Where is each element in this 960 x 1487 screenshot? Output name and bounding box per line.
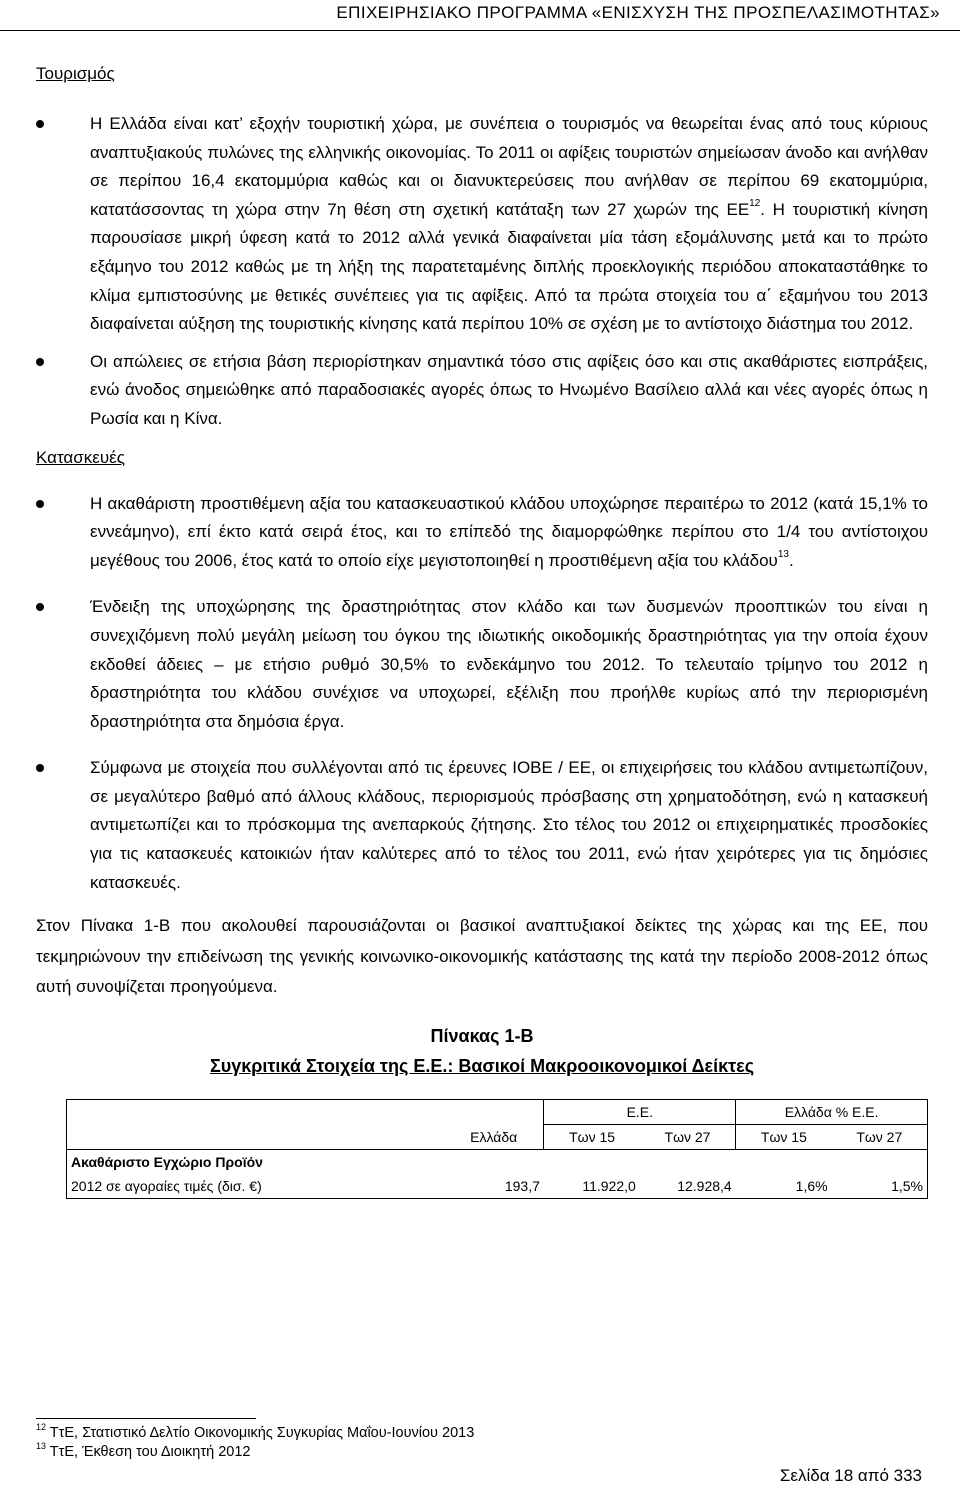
construction-bullet-1-text-a: Η ακαθάριστη προστιθέμενη αξία του κατασκευαστικού κλάδου υποχώρησε περαιτέρω το 2012 (κατά 15,1% το εννεάμηνο), επί έκτο κατά σειρά έτος, και το επίπεδό της διαμορφώθηκε περίπου στο 1/4 του αντίστοιχου μεγέθους του 2006, έτος κατά το οποίο είχε μεγιστοποιηθεί η προστιθέμενη αξία του κλάδου [90,493,928,570]
header-eu15: Των 15 [544,1125,640,1150]
header-group-eu: Ε.Ε. [544,1100,736,1125]
footnote-13-text: ΤτΕ, Έκθεση του Διοικητή 2012 [49,1444,251,1460]
row-heading: Ακαθάριστο Εγχώριο Προϊόν [67,1150,445,1175]
table-title: Πίνακας 1-Β [430,1026,534,1047]
macro-table [66,1099,928,1199]
header-greece: Ελλάδα [470,1128,518,1145]
construction-bullet-1 [36,490,928,576]
header-rule [0,30,960,31]
document-body [36,60,928,1199]
cell-pct15: 1,6% [736,1174,832,1199]
tourism-bullet-1 [36,110,928,339]
cell-greece: 193,7 [444,1174,544,1199]
footnote-12-text: ΤτΕ, Στατιστικό Δελτίο Οικονομικής Συγκυρίας Μαΐου-Ιουνίου 2013 [49,1425,475,1441]
footnote-12 [36,1424,474,1443]
footnote-13 [36,1443,474,1462]
page-number: Σελίδα 18 από 333 [779,1466,922,1485]
header-pct27: Των 27 [832,1125,928,1150]
tourism-bullet-1-text-a: Η Ελλάδα είναι κατ’ εξοχήν τουριστική χώρα, με συνέπεια ο τουρισμός να θεωρείται ένας από τους κύριους αναπτυξιακούς πυλώνες της ελληνικής οικονομίας. Το 2011 οι αφίξεις τουριστών σημείωσαν άνοδο και ανήλθαν σε περίπου 16,4 εκατομμύρια καθώς και οι διανυκτερεύσεις που ανήλθαν σε περίπου 69 εκατομμύρια, κατατάσσοντας τη χώρα στην 7η θέση στη σχετική κατάταξη των 27 χωρών της ΕΕ [90,114,928,219]
header-pct15: Των 15 [736,1125,832,1150]
construction-bullet-2 [36,593,928,736]
tourism-bullet-2-text: Οι απώλειες σε ετήσια βάση περιορίστηκαν σημαντικά τόσο στις αφίξεις όσο και στις ακαθάριστες εισπράξεις, ενώ άνοδος σημειώθηκε από παραδοσιακές αγορές όπως το Ηνωμένο Βασίλειο αλλά και νέες αγορές όπως η Ρωσία και η Κίνα. [90,351,928,428]
tourism-bullet-2 [36,348,928,434]
cell-eu15: 11.922,0 [544,1174,640,1199]
section-title-construction: Κατασκευές [36,447,125,467]
table-section-row [67,1150,928,1175]
construction-bullets [36,490,928,898]
tourism-bullets [36,110,928,434]
row-label: 2012 σε αγοραίες τιμές (δισ. €) [67,1174,445,1199]
header-eu27: Των 27 [640,1125,736,1150]
construction-bullet-2-text: Ένδειξη της υποχώρησης της δραστηριότητας στον κλάδο και των δυσμενών προοπτικών του είναι η συνεχιζόμενη πολύ μεγάλη μείωση του όγκου της ιδιωτικής οικοδομικής δραστηριότητας για την οποία έχουν εκδοθεί άδειες – με ετήσιο ρυθμό 30,5% το ενδεκάμηνο του 2012. Το τελευταίο τρίμηνο του 2012 η δραστηριότητα του κλάδου συνέχισε να υποχωρεί, εξέλιξη που προήλθε κυρίως από την περιορισμένη δραστηριότητα στα δημόσια έργα. [90,597,928,731]
header-group-greece-pct: Ελλάδα % Ε.Ε. [736,1100,928,1125]
construction-bullet-3-text: Σύμφωνα με στοιχεία που συλλέγονται από τις έρευνες ΙΟΒΕ / ΕΕ, οι επιχειρήσεις του κλάδου αντιμετωπίζουν, σε μεγαλύτερο βαθμό από άλλους κλάδους, περιορισμούς πρόσβασης στη χρηματοδότηση, ενώ η κατασκευή αντιμετωπίζει και το πρόσκομμα της ανεπαρκούς ζήτησης. Στο τέλος του 2012 οι επιχειρηματικές προσδοκίες για τις κατασκευές κατοικιών ήταν καλύτερες από το τέλος του 2011, ενώ ήταν χειρότερες για τις δημόσιες κατασκευές. [90,758,928,892]
footnote-12-number: 12 [36,1422,47,1433]
table-header-row-1 [67,1100,928,1125]
table-header-row-2 [67,1125,928,1150]
footnote-ref-12[interactable]: 12 [749,198,761,210]
section-title-tourism: Τουρισμός [36,64,115,83]
footnote-ref-13[interactable]: 13 [777,549,789,561]
cell-eu27: 12.928,4 [640,1174,736,1199]
construction-bullet-3 [36,754,928,897]
footnote-rule [36,1418,256,1419]
table-row [67,1174,928,1199]
construction-bullet-1-text-b: . [788,550,794,570]
cell-pct27: 1,5% [832,1174,928,1199]
header-title: ΕΠΙΧΕΙΡΗΣΙΑΚΟ ΠΡΟΓΡΑΜΜΑ «ΕΝΙΣΧΥΣΗ ΤΗΣ ΠΡΟΣΠΕΛΑΣΙΜΟΤΗΤΑΣ» [336,3,940,22]
table-subtitle: Συγκριτικά Στοιχεία της Ε.Ε.: Βασικοί Μακροοικονομικοί Δείκτες [209,1056,755,1077]
footnote-13-number: 13 [36,1441,47,1452]
tourism-bullet-1-text-b: . Η τουριστική κίνηση παρουσίασε μικρή ύφεση κατά το 2012 αλλά γενικά διαφαίνεται μία τάση εξομάλυνσης μετά και το πρώτο εξάμηνο του 2012 καθώς με τη λήξη της παρατεταμένης διπλής προεκλογικής περιόδου αποκαταστάθηκε το κλίμα εμπιστοσύνης με θετικές συνέπειες για τις αφίξεις. Από τα πρώτα στοιχεία του α΄ εξαμήνου του 2013 διαφαίνεται αύξηση της τουριστικής κίνησης κατά περίπου 10% σε σχέση με το αντίστοιχο διάστημα του 2012. [90,199,928,334]
running-header [0,0,960,30]
intro-paragraph: Στον Πίνακα 1-Β που ακολουθεί παρουσιάζονται οι βασικοί αναπτυξιακοί δείκτες της χώρας και της ΕΕ, που τεκμηριώνουν την επιδείνωση της γενικής κοινωνικο-οικονομικής κατάστασης της κατά την περίοδο 2008-2012 όπως αυτή συνοψίζεται προηγούμενα. [36,916,928,997]
footnotes [36,1424,474,1462]
